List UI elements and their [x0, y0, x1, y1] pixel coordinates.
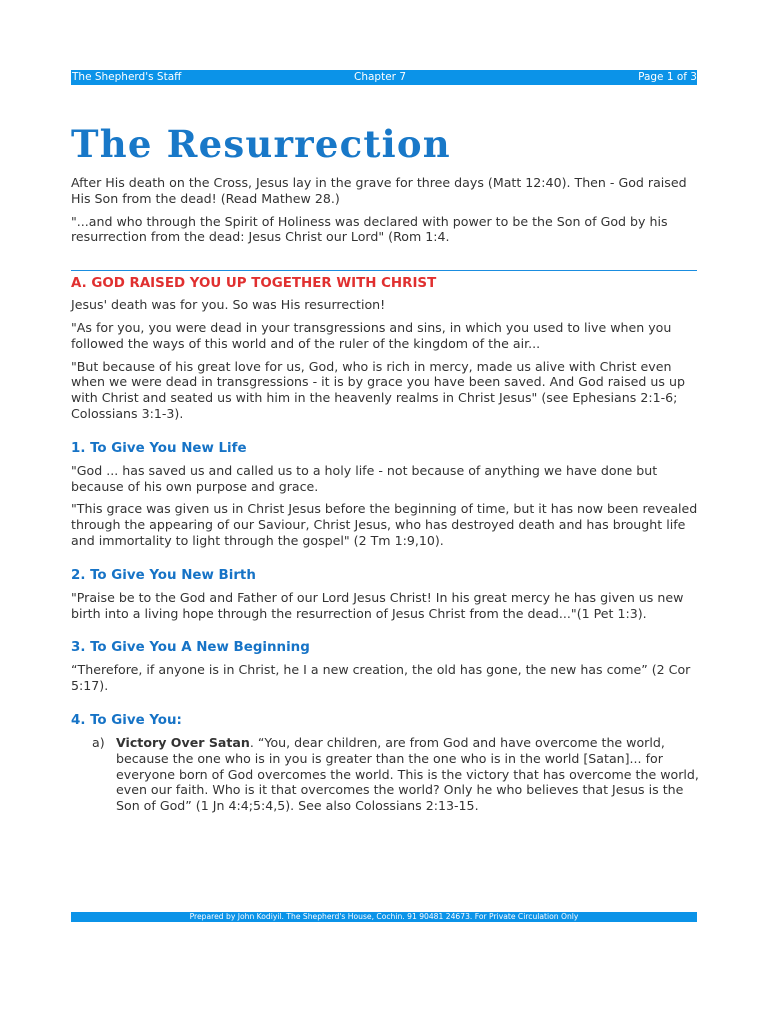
list-item-lead: Victory Over Satan	[116, 734, 250, 750]
section-a-heading: A. GOD RAISED YOU UP TOGETHER WITH CHRIST	[71, 276, 437, 292]
subsection-1-paragraph: "This grace was given us in Christ Jesus before the beginning of time, but it has now been revealed through the appearing of our Saviour, Christ Jesus, who has destroyed death and has brought life and immortality to light through the gospel" (2 Tm 1:9,10).	[71, 501, 698, 548]
page-title: The Resurrection	[71, 122, 451, 166]
subsection-4-heading: 4. To Give You:	[71, 712, 182, 728]
section-a-paragraph: "But because of his great love for us, God, who is rich in mercy, made us alive with Christ even when we were dead in transgressions - it is by grace you have been saved. And God raised us up with Christ and seated us with him in the heavenly realms in Christ Jesus" (see Ephesians 2:1-6; Colossians 3:1-3).	[71, 358, 685, 421]
section-a-paragraph: Jesus' death was for you. So was His resurrection!	[71, 297, 386, 313]
page-header	[71, 70, 697, 85]
header-page-number: Page 1 of 3	[638, 71, 697, 83]
subsection-2-heading: 2. To Give You New Birth	[71, 567, 256, 583]
subsection-1-paragraph: "God ... has saved us and called us to a holy life - not because of anything we have done but because of his own purpose and grace.	[71, 462, 658, 494]
list-item-marker: a)	[92, 734, 105, 750]
subsection-3-heading: 3. To Give You A New Beginning	[71, 640, 310, 656]
list-item-text: . “You, dear children, are from God and have overcome the world, because the one who is in you is greater than the one who is in the world [Satan]... for everyone born of God overcomes the world. This is the victory that has overcome the world, even our faith. Who is it that overcomes the world? Only he who believes that Jesus is the Son of God” (1 Jn 4:4;5:4,5). See also Colossians 2:13-15.	[116, 734, 699, 814]
section-a-paragraph: "As for you, you were dead in your transgressions and sins, in which you used to live when you followed the ways of this world and of the ruler of the kingdom of the air...	[71, 319, 672, 351]
subsection-1-heading: 1. To Give You New Life	[71, 440, 247, 456]
header-chapter: Chapter 7	[354, 71, 406, 83]
subsection-4-list	[71, 735, 699, 814]
list-item	[71, 735, 699, 814]
section-divider	[71, 270, 697, 271]
header-document-name: The Shepherd's Staff	[72, 71, 182, 83]
intro-paragraph: After His death on the Cross, Jesus lay in the grave for three days (Matt 12:40). Then - God raised His Son from the dead! (Read Mathew 28.)	[71, 175, 687, 206]
page-footer: Prepared by John Kodiyil. The Shepherd's House, Cochin. 91 90481 24673. For Private Circulation Only	[71, 912, 697, 922]
document-body	[71, 175, 699, 814]
intro-quote: "...and who through the Spirit of Holiness was declared with power to be the Son of God by his resurrection from the dead: Jesus Christ our Lord" (Rom 1:4.	[71, 213, 668, 245]
subsection-2-paragraph: "Praise be to the God and Father of our Lord Jesus Christ! In his great mercy he has given us new birth into a living hope through the resurrection of Jesus Christ from the dead..."(1 Pet 1:3).	[71, 589, 684, 621]
subsection-3-paragraph: “Therefore, if anyone is in Christ, he I a new creation, the old has gone, the new has come” (2 Cor 5:17).	[71, 662, 691, 694]
